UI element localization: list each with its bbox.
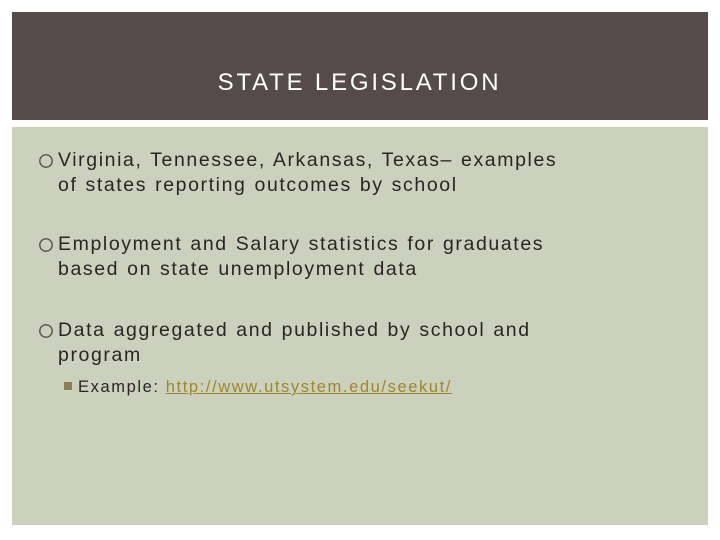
bullet-line: program: [58, 344, 142, 366]
bullet-text: [38, 318, 678, 368]
bullet-item: [38, 148, 678, 198]
hollow-circle-bullet-icon: [38, 323, 54, 339]
bullet-line: Virginia, Tennessee, Arkansas, Texas– examples: [58, 149, 558, 171]
hollow-circle-bullet-icon: [38, 237, 54, 253]
slide-title: STATE LEGISLATION: [217, 69, 502, 96]
bullet-line: Data aggregated and published by school and: [58, 319, 531, 341]
bullet-item: [38, 318, 678, 368]
square-bullet-icon: [64, 382, 72, 390]
sub-bullet-label: Example:: [78, 378, 160, 396]
bullet-text: [38, 148, 678, 198]
hollow-circle-bullet-icon: [38, 153, 54, 169]
bullet-line: of states reporting outcomes by school: [58, 174, 458, 196]
example-link[interactable]: http://www.utsystem.edu/seekut/: [165, 378, 452, 396]
bullet-text: [38, 232, 678, 282]
bullet-item: [38, 232, 678, 282]
bullet-line: based on state unemployment data: [58, 258, 418, 280]
bullet-line: Employment and Salary statistics for graduates: [58, 233, 545, 255]
sub-bullet-item: [64, 376, 452, 398]
